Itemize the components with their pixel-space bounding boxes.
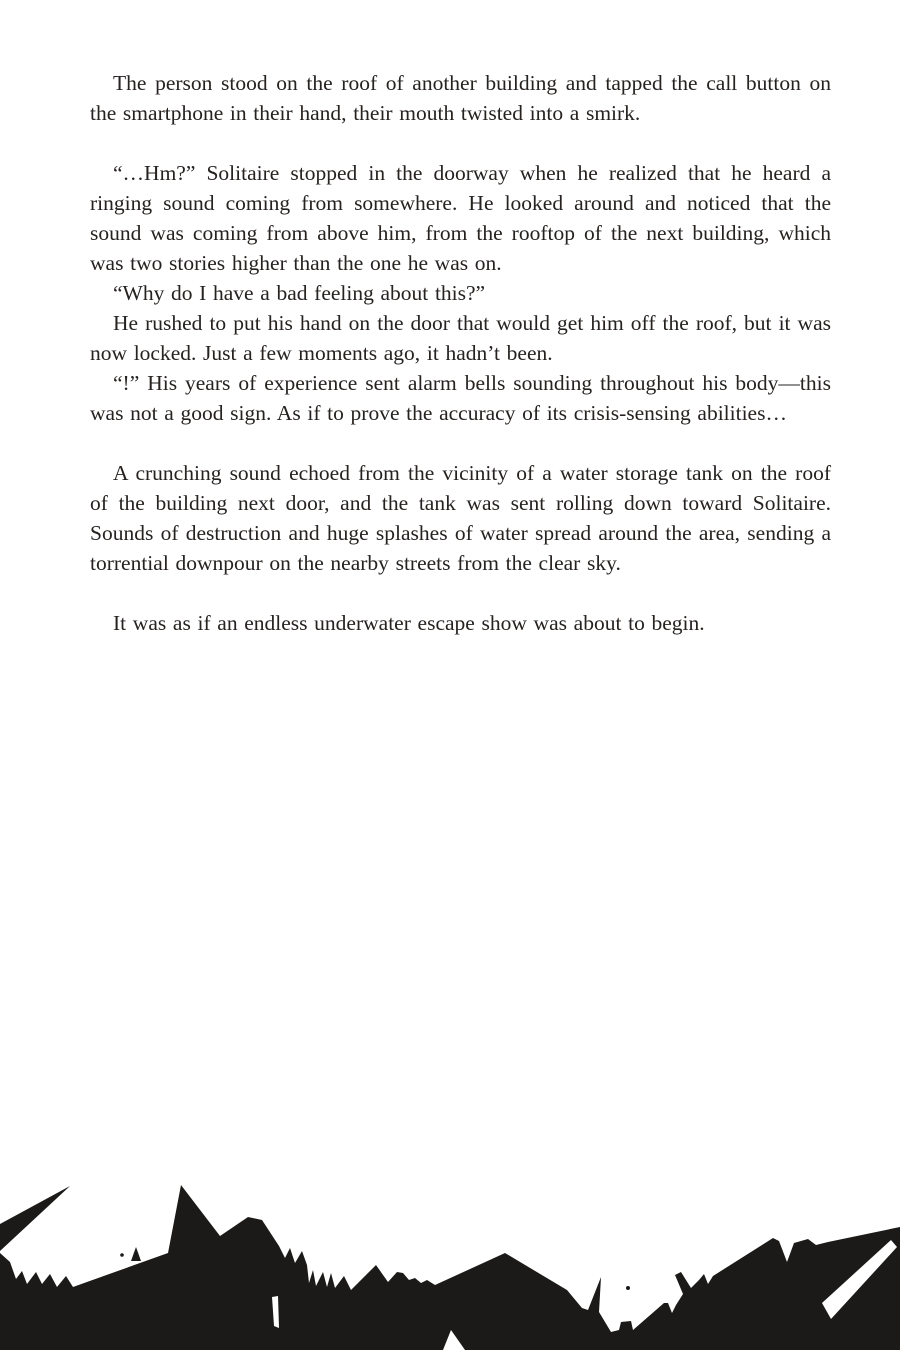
shattered-ink-silhouette-illustration bbox=[0, 1175, 900, 1350]
paragraph-3: “Why do I have a bad feeling about this?” bbox=[113, 281, 486, 305]
paragraph-1: The person stood on the roof of another building and tapped the call button on the smartphone in their hand, their mouth twisted into a smirk. bbox=[90, 71, 831, 125]
paragraph-5: “!” His years of experience sent alarm bells sounding throughout his body—this was not a good sign. As if to prove the accuracy of its crisis-sensing abilities… bbox=[90, 371, 831, 425]
paragraph-7: It was as if an endless underwater escape show was about to begin. bbox=[113, 611, 705, 635]
paragraph-6: A crunching sound echoed from the vicinity of a water storage tank on the roof of the building next door, and the tank was sent rolling down toward Solitaire. Sounds of destruction and huge splashes of water spread around the area, sending a torrential downpour on the nearby streets from the clear sky. bbox=[90, 461, 831, 575]
story-text-block bbox=[90, 68, 831, 638]
paragraph-4: He rushed to put his hand on the door that would get him off the roof, but it was now locked. Just a few moments ago, it hadn’t been. bbox=[90, 311, 831, 365]
paragraph-2: “…Hm?” Solitaire stopped in the doorway when he realized that he heard a ringing sound coming from somewhere. He looked around and noticed that the sound was coming from above him, from the rooftop of the next building, which was two stories higher than the one he was on. bbox=[90, 161, 831, 275]
